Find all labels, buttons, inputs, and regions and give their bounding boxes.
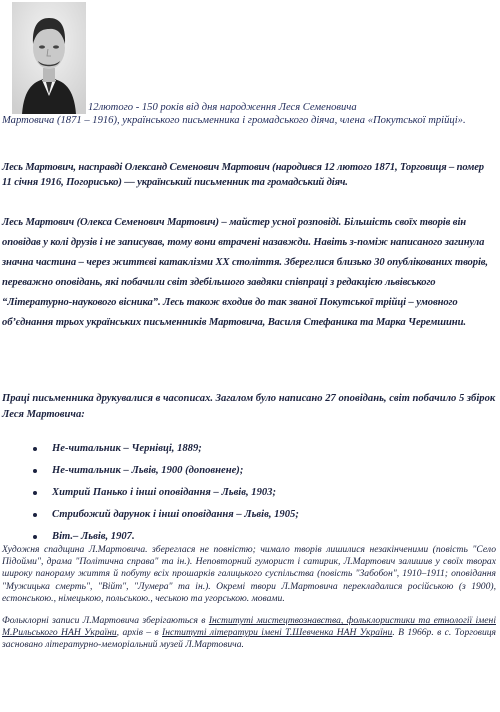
list-item: Стрибожий дарунок і інші оповідання – Львів, 1905; — [0, 504, 480, 526]
bullet-icon — [33, 513, 37, 517]
legacy-paragraph: Художня спадщина Л.Мартовича. збереглася не повністю; чимало творів лишилися незакінченими (повість "Село Підойми", драма "Політична справа" та ін.). Неповторний гуморист і сатирик, Л.Мартович залишив у своїх творах широку панораму життя й побуту всіх прошарків галицького суспільства (повість "Забобон", 1910–1911; оповідання "Мужицька смерть", "Війт", "Лумера" та ін.). Окремі твори Л.Мартовича перекладалися російською (з 1900), естонською., німецькою, польською., чеською та угорською. мовами. — [2, 544, 496, 604]
collections-list — [0, 438, 480, 548]
institute-literature-link[interactable]: Інституті літератури імені Т.Шевченка НАН України — [162, 627, 393, 639]
intro-lead: 12лютого - 150 років від дня народження Леся Семеновича — [88, 102, 357, 113]
list-item: Віт.– Львів, 1907. — [0, 526, 480, 548]
list-item: Не-читальник – Львів, 1900 (доповнене); — [0, 460, 480, 482]
archive-paragraph: Фольклорні записи Л.Мартовича зберігаються в Інституті мистецтвознавства, фольклористики та етнології імені М.Рильського НАН України, архів – в Інституті літератури імені Т.Шевченка НАН України. В 1966р. в с. Торговиця засновано літературно-меморіальний музей Л.Мартовича. — [2, 615, 497, 651]
list-item: Хитрий Панько і інші оповідання – Львів, 1903; — [0, 482, 480, 504]
main-paragraph: Лесь Мартович (Олекса Семенович Мартович) – майстер усної розповіді. Більшість своїх творів він оповідав у колі друзів і не записував, тому вони втрачені назавжди. Навіть з-поміж написаного загинула значна частина – через життєві катаклізми ХХ століття. Збереглися близько 30 опублікованих творів, переважно оповідань, які побачили світ здебільшого завдяки співпраці з редакцією львівського “Літературно-наукового вісника”. Лесь також входив до так званої Покутської трійці – умовного об’єднання трьох українських письменників Мартовича, Василя Стефаника та Марка Черемшини. — [2, 217, 488, 328]
portrait-photo — [12, 2, 86, 114]
bullet-icon — [33, 447, 37, 451]
intro-rest: Мартовича (1871 – 1916), українського письменника і громадського діяча, члена «Покутської трійці». — [2, 115, 466, 126]
bio-paragraph: Лесь Мартович, насправді Олександ Семенович Мартович (народився 12 лютого 1871, Торговиця – помер 11 січня 1916, Погорисько) — український письменник та громадський діяч. — [2, 162, 484, 188]
bullet-icon — [33, 535, 37, 539]
bullet-icon — [33, 491, 37, 495]
institute-art-studies-link[interactable]: Інституті мистецтвознавства, фольклористики та етнології імені М.Рильського НАН України — [2, 615, 496, 639]
bullet-icon — [33, 469, 37, 473]
list-item: Не-читальник – Чернівці, 1889; — [0, 438, 480, 460]
publications-paragraph: Праці письменника друкувалися в часописах. Загалом було написано 27 оповідань, світ побачило 5 збірок Леся Мартовича: — [2, 393, 496, 420]
intro-paragraph — [2, 101, 496, 127]
